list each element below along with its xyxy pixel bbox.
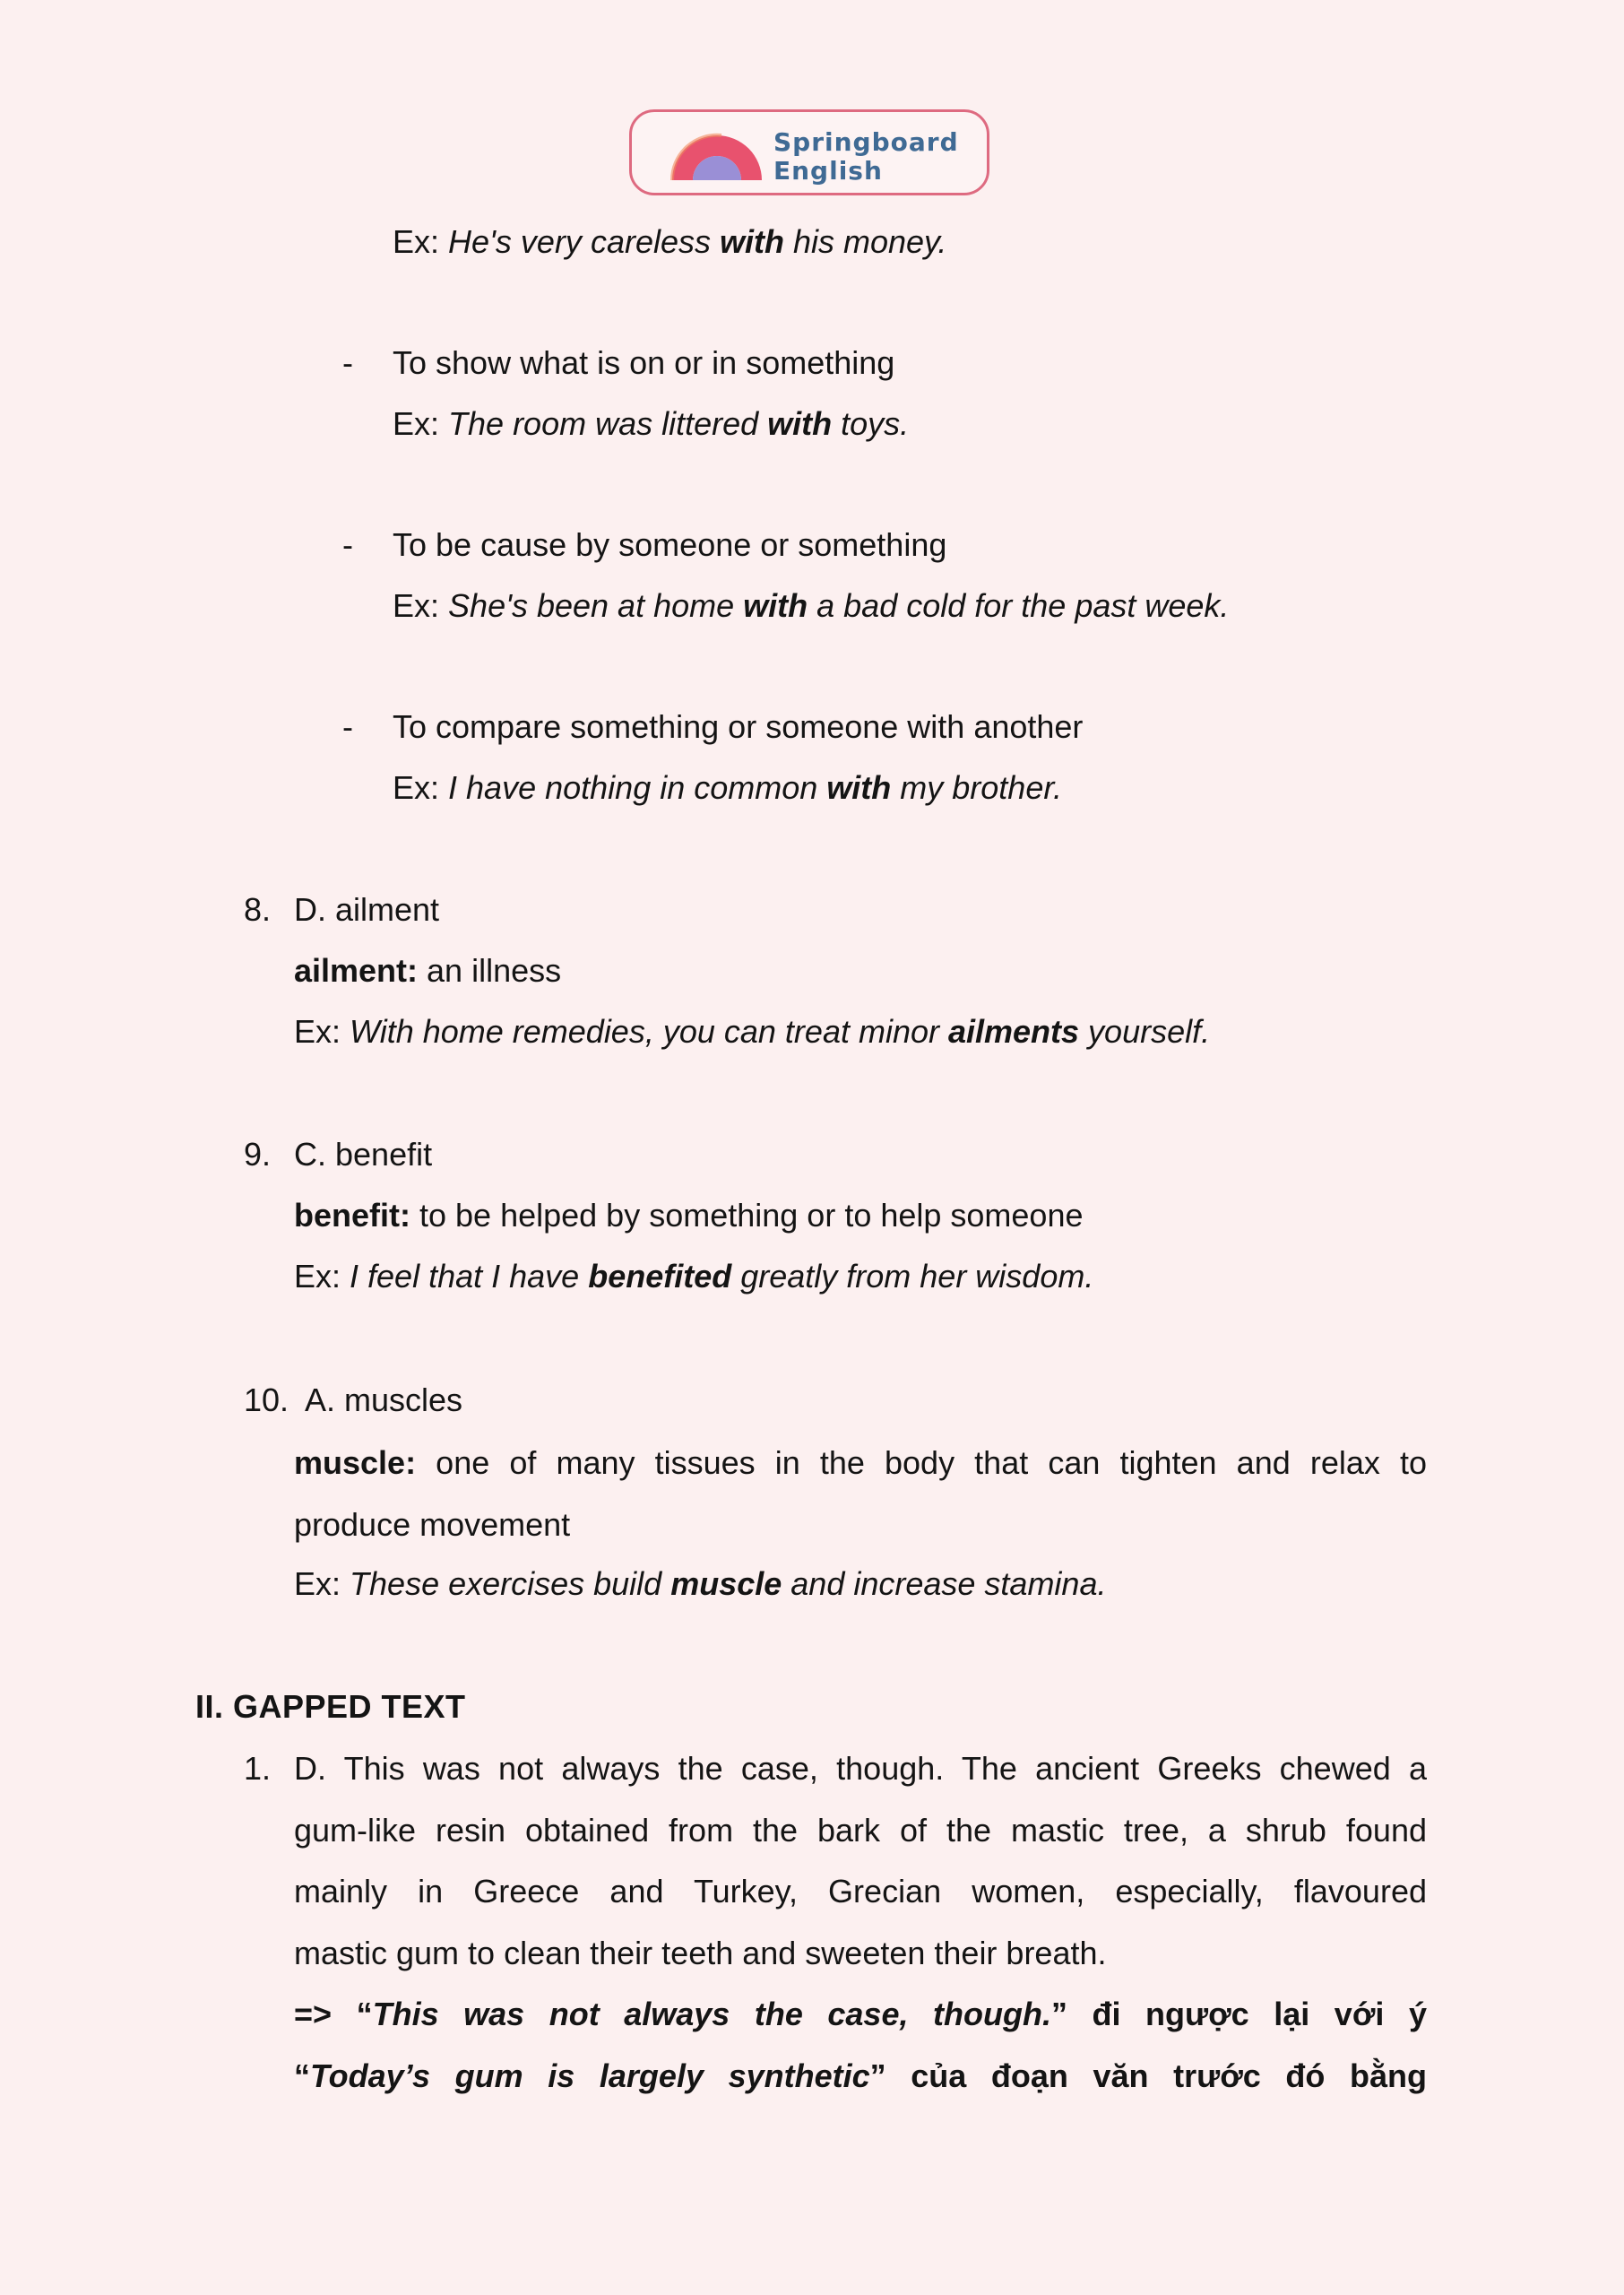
use-description: To compare something or someone with another bbox=[393, 708, 1084, 745]
open-quote: “ bbox=[294, 2057, 310, 2094]
ex-bold-word: with bbox=[826, 769, 892, 806]
ex-bold-word: benefited bbox=[588, 1258, 732, 1295]
logo-text bbox=[773, 128, 959, 186]
ex-post: my brother. bbox=[891, 769, 1062, 806]
ex-sentence bbox=[350, 1258, 1093, 1295]
example-line bbox=[294, 1257, 1093, 1296]
springboard-logo bbox=[629, 109, 989, 195]
section-heading: II. GAPPED TEXT bbox=[195, 1688, 466, 1725]
ex-label: Ex: bbox=[294, 1013, 341, 1050]
definition-line bbox=[294, 1433, 1427, 1494]
example-line bbox=[393, 404, 909, 444]
paragraph-line: gum-like resin obtained from the bark of the mastic tree, a shrub found bbox=[294, 1811, 1427, 1849]
quoted-sentence: This was not always the case, though. bbox=[372, 1996, 1051, 2032]
ex-pre: I have nothing in common bbox=[448, 769, 827, 806]
bullet-dash: - bbox=[342, 344, 353, 381]
ex-pre: With home remedies, you can treat minor bbox=[350, 1013, 948, 1050]
paragraph-line: mastic gum to clean their teeth and sweeten their breath. bbox=[294, 1934, 1107, 1971]
answer-choice: C. benefit bbox=[294, 1136, 433, 1173]
item-number: 1. bbox=[244, 1750, 272, 1787]
explanation-line bbox=[294, 1984, 1427, 2046]
ex-bold-word: muscle bbox=[670, 1565, 782, 1602]
logo-line2: English bbox=[773, 156, 883, 186]
ex-sentence bbox=[448, 587, 1229, 624]
term: muscle: bbox=[294, 1444, 417, 1481]
answer-choice: D. ailment bbox=[294, 891, 440, 928]
rainbow-logo-icon bbox=[668, 128, 766, 182]
ex-pre: These exercises build bbox=[350, 1565, 671, 1602]
ex-post: a bad cold for the past week. bbox=[808, 587, 1230, 624]
ex-pre: She's been at home bbox=[448, 587, 744, 624]
ex-pre: He's very careless bbox=[448, 223, 720, 260]
term: ailment: bbox=[294, 952, 419, 989]
definition: one of many tissues in the body that can tighten and relax to bbox=[436, 1444, 1427, 1481]
bullet-dash: - bbox=[342, 708, 353, 745]
paragraph-line: mainly in Greece and Turkey, Grecian women, especially, flavoured bbox=[294, 1873, 1427, 1910]
definition: to be helped by something or to help someone bbox=[410, 1197, 1084, 1234]
explanation-text: ” đi ngược lại với ý bbox=[1050, 1996, 1427, 2032]
ex-post: and increase stamina. bbox=[782, 1565, 1107, 1602]
answer-choice: A. muscles bbox=[305, 1381, 463, 1418]
example-line bbox=[393, 586, 1229, 626]
item-number: 8. bbox=[244, 891, 272, 928]
ex-post: toys. bbox=[832, 405, 910, 442]
ex-sentence bbox=[350, 1565, 1106, 1602]
ex-sentence bbox=[448, 223, 946, 260]
explanation-line bbox=[294, 2046, 1427, 2108]
definition-paragraph bbox=[294, 1433, 1427, 1555]
ex-label: Ex: bbox=[393, 223, 440, 260]
ex-label: Ex: bbox=[294, 1258, 341, 1295]
ex-post: greatly from her wisdom. bbox=[731, 1258, 1094, 1295]
use-description: To be cause by someone or something bbox=[393, 526, 947, 563]
gapped-answer-paragraph bbox=[294, 1738, 1427, 2107]
ex-bold-word: with bbox=[743, 587, 808, 624]
item-number: 10. bbox=[244, 1381, 289, 1418]
definition-line bbox=[294, 1196, 1084, 1235]
definition: an illness bbox=[418, 952, 562, 989]
ex-label: Ex: bbox=[294, 1565, 341, 1602]
ex-label: Ex: bbox=[393, 587, 440, 624]
paragraph-line: D. This was not always the case, though. The ancient Greeks chewed a bbox=[294, 1750, 1427, 1787]
definition-line: produce movement bbox=[294, 1505, 571, 1543]
example-line bbox=[393, 222, 946, 262]
ex-sentence bbox=[448, 769, 1062, 806]
example-line bbox=[393, 768, 1062, 808]
example-line bbox=[294, 1564, 1106, 1604]
ex-bold-word: with bbox=[720, 223, 784, 260]
definition-line bbox=[294, 951, 561, 991]
ex-sentence bbox=[350, 1013, 1210, 1050]
ex-bold-word: ailments bbox=[947, 1013, 1080, 1050]
ex-post: yourself. bbox=[1079, 1013, 1211, 1050]
ex-pre: I feel that I have bbox=[350, 1258, 589, 1295]
ex-post: his money. bbox=[783, 223, 947, 260]
example-line bbox=[294, 1012, 1210, 1052]
explanation-text: ” của đoạn văn trước đó bằng bbox=[869, 2057, 1427, 2094]
item-number: 9. bbox=[244, 1136, 272, 1173]
ex-bold-word: with bbox=[767, 405, 833, 442]
ex-sentence bbox=[448, 405, 909, 442]
ex-label: Ex: bbox=[393, 769, 440, 806]
ex-pre: The room was littered bbox=[448, 405, 768, 442]
term: benefit: bbox=[294, 1197, 410, 1234]
ex-label: Ex: bbox=[393, 405, 440, 442]
bullet-dash: - bbox=[342, 526, 353, 563]
quoted-sentence: Today’s gum is largely synthetic bbox=[310, 2057, 870, 2094]
use-description: To show what is on or in something bbox=[393, 344, 895, 381]
logo-line1: Springboard bbox=[773, 127, 959, 157]
arrow: => “ bbox=[294, 1996, 373, 2032]
